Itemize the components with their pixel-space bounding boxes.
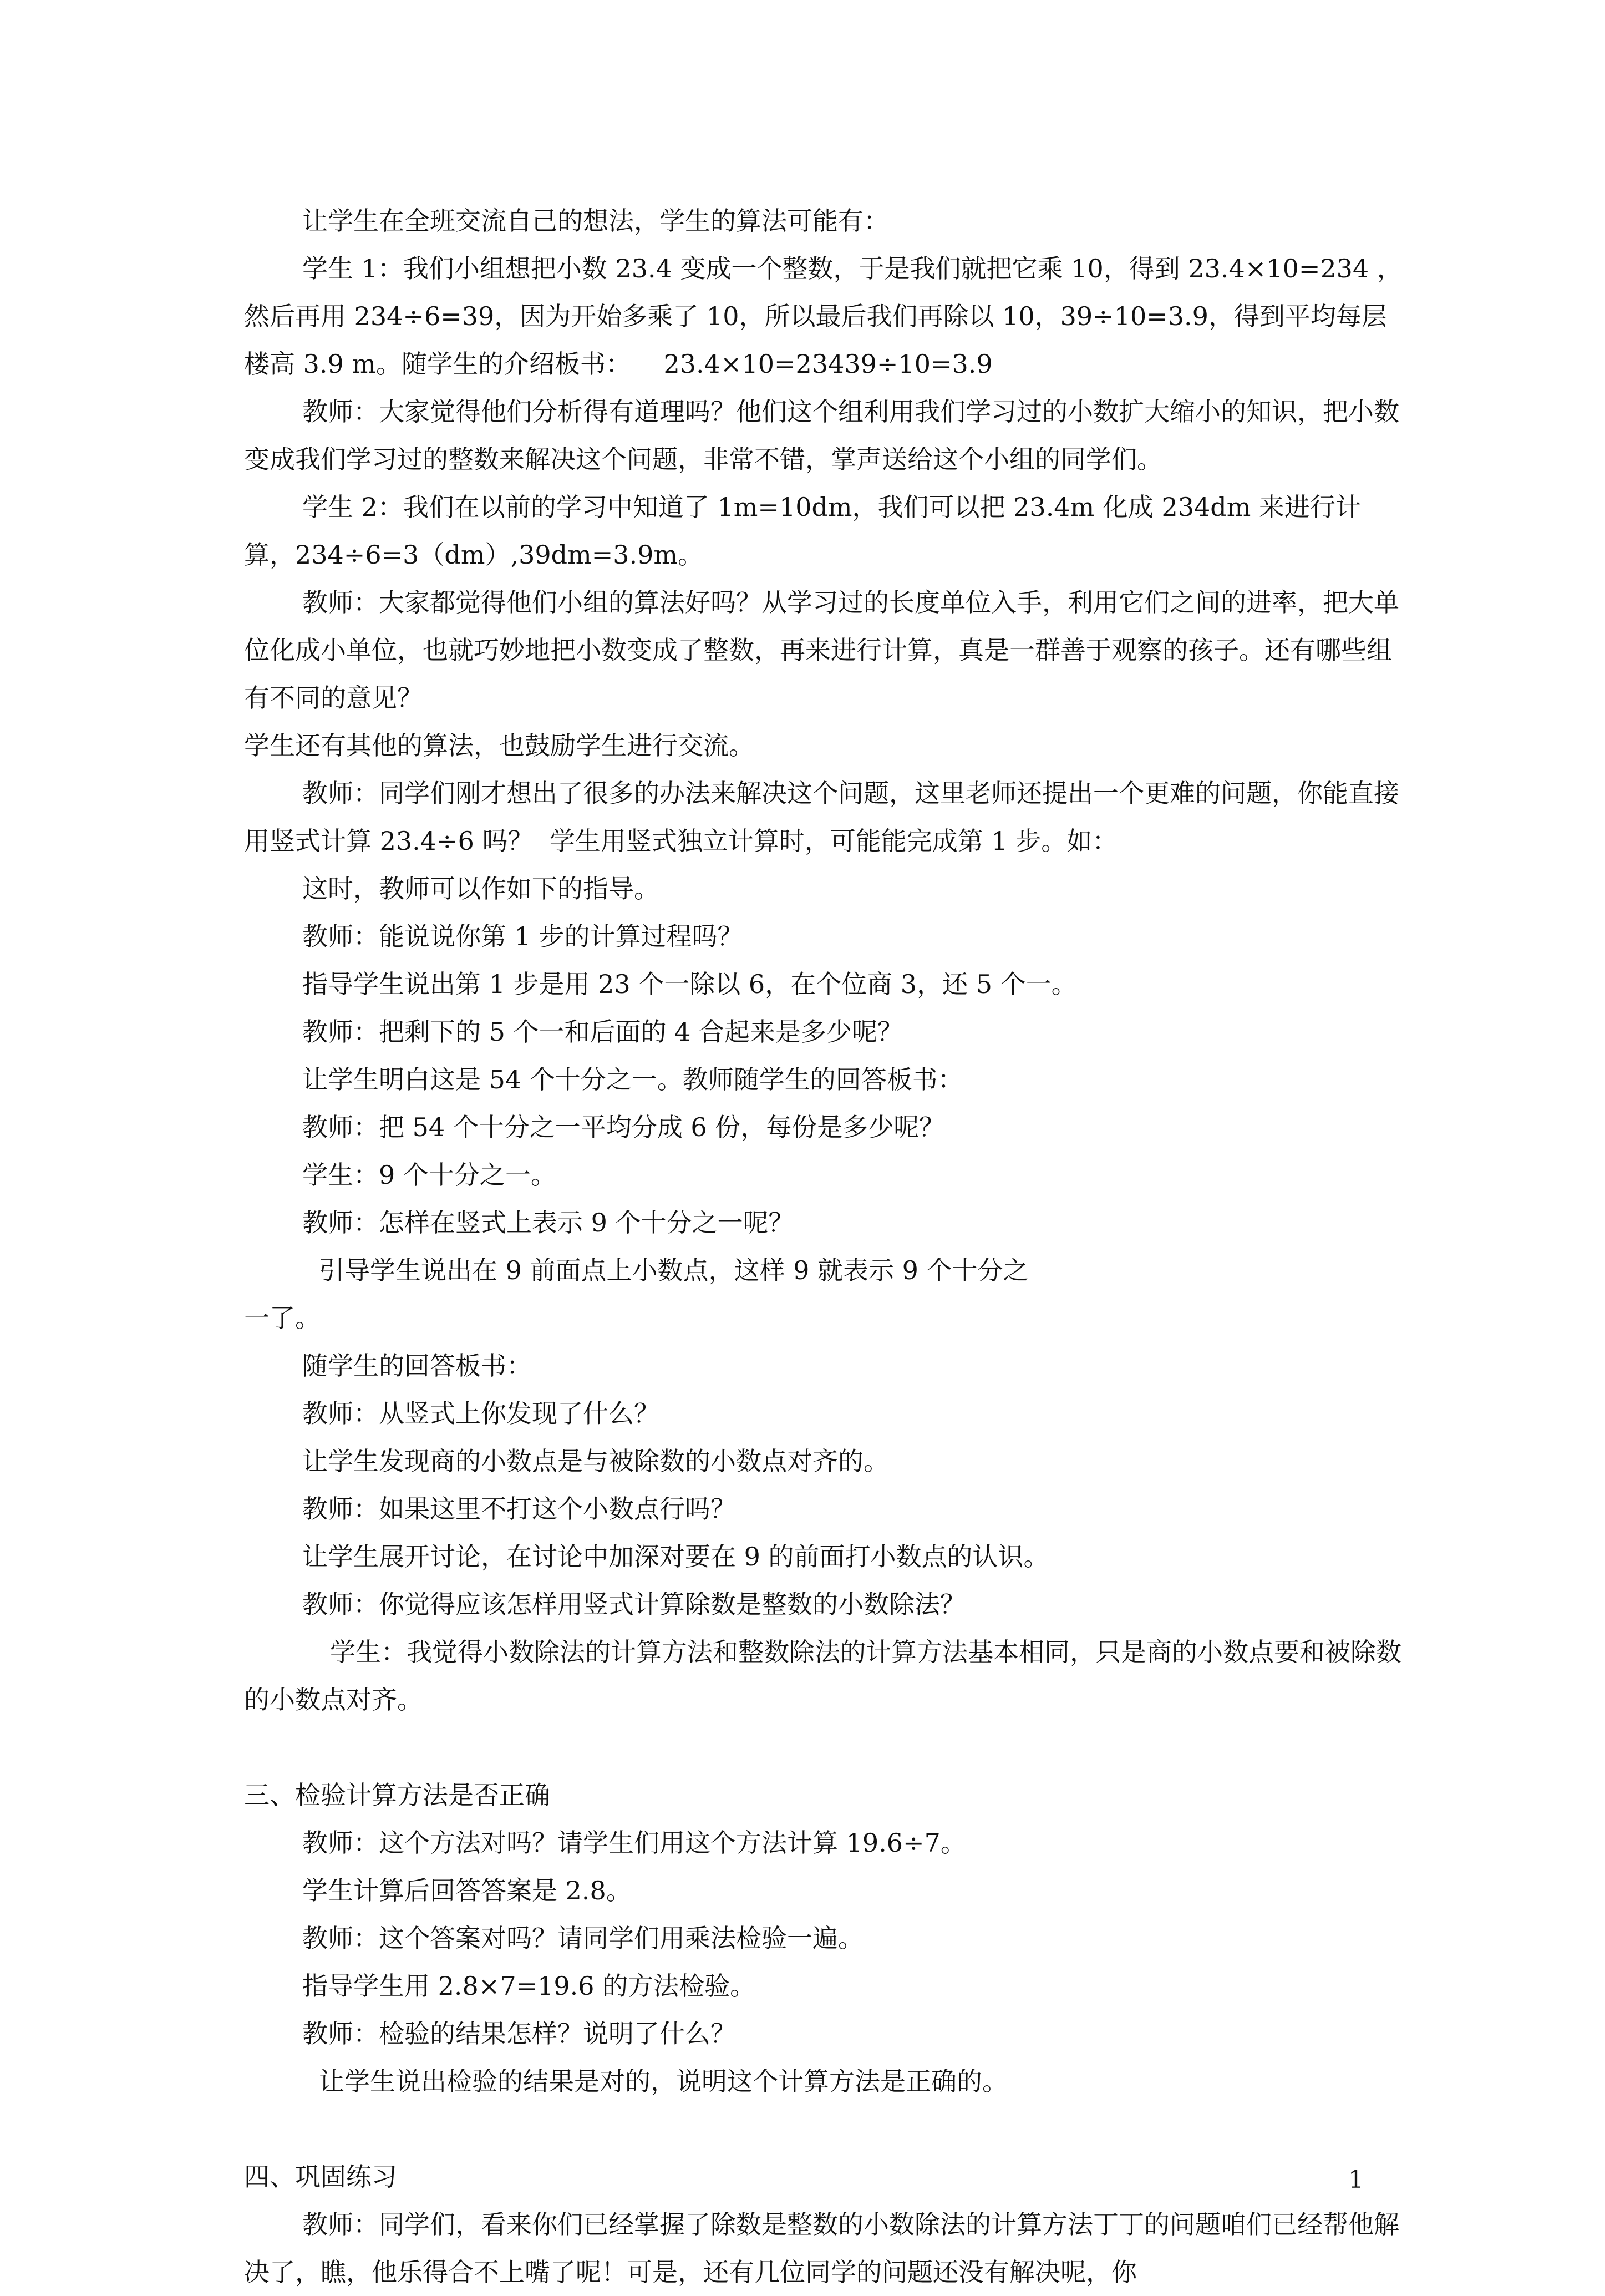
paragraph: 让学生明白这是 54 个十分之一。教师随学生的回答板书： [302, 1065, 963, 1094]
paragraph: 学生 2：我们在以前的学习中知道了 1m=10dm，我们可以把 23.4m 化成 234dm 来进行计算，234÷6=3（dm）,39dm=3.9m。 [244, 492, 1361, 570]
spacer [244, 1724, 1403, 1771]
paragraph: 教师：大家都觉得他们小组的算法好吗？从学习过的长度单位入手，利用它们之间的进率，把大单位化成小单位，也就巧妙地把小数变成了整数，再来进行计算，真是一群善于观察的孩子。还有哪些组有不同的意见？ [244, 587, 1399, 713]
spacer [244, 2105, 1403, 2153]
paragraph: 学生计算后回答答案是 2.8。 [302, 1876, 632, 1905]
paragraph: 教师：能说说你第 1 步的计算过程吗？ [302, 921, 743, 951]
paragraph: 教师：这个答案对吗？请同学们用乘法检验一遍。 [302, 1923, 864, 1953]
paragraph: 随学生的回答板书： [302, 1351, 532, 1381]
paragraph: 教师：你觉得应该怎样用竖式计算除数是整数的小数除法？ [302, 1589, 966, 1619]
paragraph: 教师：这个方法对吗？请学生们用这个方法计算 19.6÷7。 [302, 1828, 966, 1858]
paragraph: 让学生说出检验的结果是对的，说明这个计算方法是正确的。 [319, 2066, 1008, 2096]
paragraph: 指导学生说出第 1 步是用 23 个一除以 6，在个位商 3，还 5 个一。 [302, 969, 1077, 999]
paragraph: 引导学生说出在 9 前面点上小数点，这样 9 就表示 9 个十分之 [319, 1255, 1029, 1285]
paragraph: 让学生发现商的小数点是与被除数的小数点对齐的。 [302, 1446, 889, 1476]
paragraph: 教师：大家觉得他们分析得有道理吗？他们这个组利用我们学习过的小数扩大缩小的知识，把小数变成我们学习过的整数来解决这个问题，非常不错，掌声送给这个小组的同学们。 [244, 397, 1399, 474]
paragraph: 教师：把剩下的 5 个一和后面的 4 合起来是多少呢？ [302, 1017, 903, 1047]
section-heading: 三、检验计算方法是否正确 [244, 1780, 550, 1810]
paragraph: 一了。 [244, 1303, 321, 1333]
paragraph: 学生：我觉得小数除法的计算方法和整数除法的计算方法基本相同，只是商的小数点要和被除数的小数点对齐。 [244, 1637, 1401, 1715]
paragraph: 指导学生用 2.8×7=19.6 的方法检验。 [302, 1971, 756, 2001]
paragraph: 学生 1：我们小组想把小数 23.4 变成一个整数，于是我们就把它乘 10，得到 23.4×10=234 ，然后再用 234÷6=39，因为开始多乘了 10，所以最后我们再除以 10，39÷10=3.9，得到平均每层楼高 3.9 m。随学生的介绍板书： 23.4×10=23439÷10=3.9 [244, 254, 1403, 379]
paragraph: 学生：9 个十分之一。 [302, 1160, 556, 1190]
paragraph: 教师：同学们刚才想出了很多的办法来解决这个问题，这里老师还提出一个更难的问题，你能直接用竖式计算 23.4÷6 吗？ 学生用竖式独立计算时，可能能完成第 1 步。如： [244, 778, 1399, 856]
paragraph: 教师：如果这里不打这个小数点行吗？ [302, 1494, 736, 1524]
paragraph: 这时，教师可以作如下的指导。 [302, 874, 659, 904]
paragraph: 让学生在全班交流自己的想法，学生的算法可能有： [302, 206, 889, 236]
paragraph: 教师：怎样在竖式上表示 9 个十分之一呢？ [302, 1208, 794, 1238]
paragraph: 教师：同学们，看来你们已经掌握了除数是整数的小数除法的计算方法丁丁的问题咱们已经帮他解决了，瞧，他乐得合不上嘴了呢！可是，还有几位同学的问题还没有解决呢，你 [244, 2209, 1399, 2287]
page-number: 1 [1348, 2166, 1364, 2194]
document-body [244, 197, 1403, 2296]
paragraph: 让学生展开讨论，在讨论中加深对要在 9 的前面打小数点的认识。 [302, 1542, 1049, 1572]
paragraph: 教师：把 54 个十分之一平均分成 6 份，每份是多少呢？ [302, 1112, 945, 1142]
section-heading: 四、巩固练习 [244, 2162, 397, 2192]
paragraph: 学生还有其他的算法，也鼓励学生进行交流。 [244, 731, 754, 761]
paragraph: 教师：检验的结果怎样？说明了什么？ [302, 2019, 736, 2049]
paragraph: 教师：从竖式上你发现了什么？ [302, 1398, 659, 1428]
